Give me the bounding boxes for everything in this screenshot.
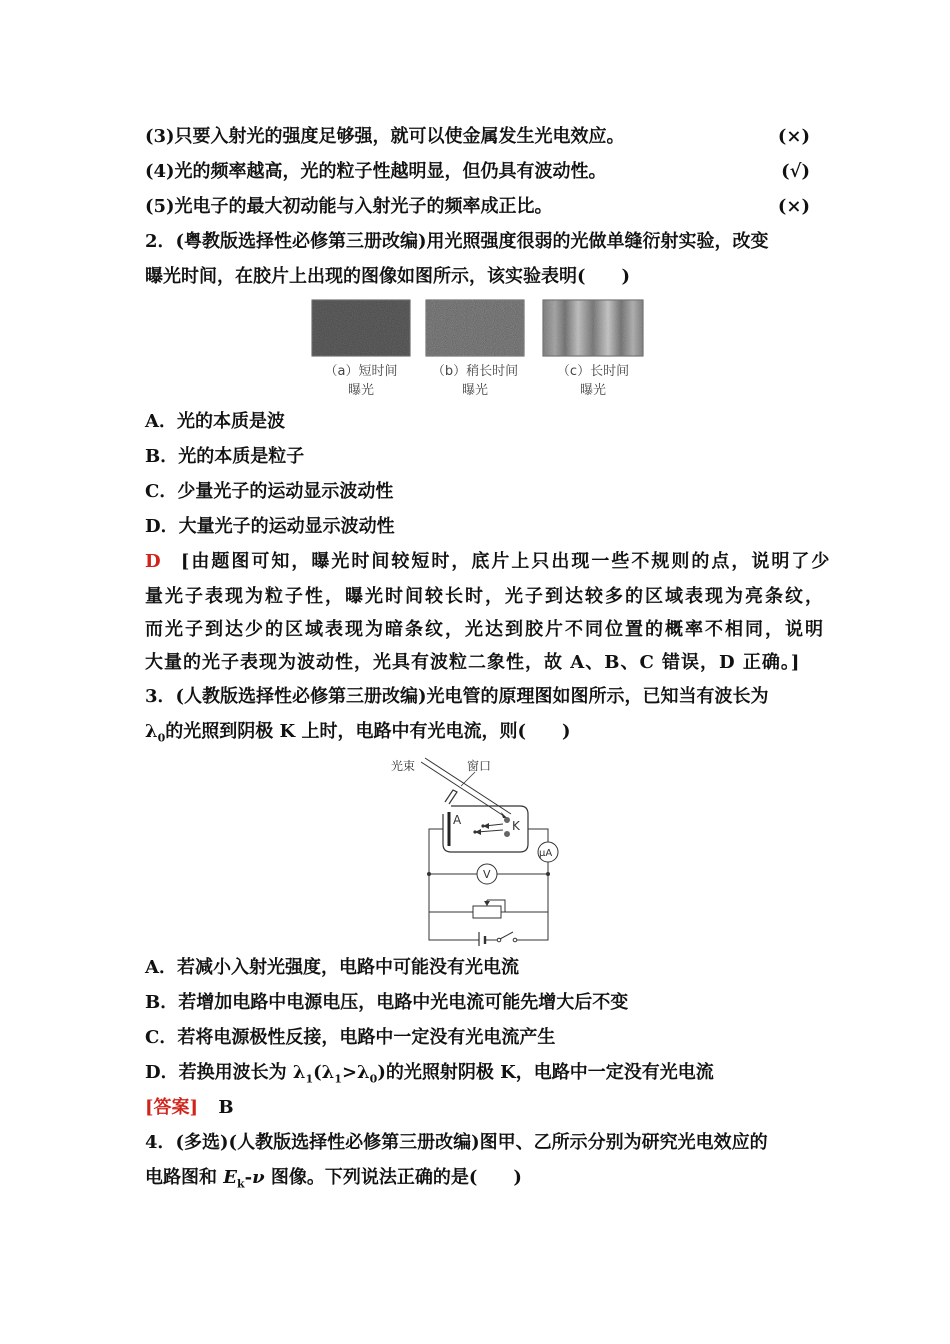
item-4-text: (4)光的频率越高，光的粒子性越明显，但仍具有波动性。	[145, 161, 607, 182]
problem-2-option-b: B．光的本质是粒子	[145, 446, 305, 467]
option-d-suffix: )的光照射阴极 K，电路中一定没有光电流	[377, 1062, 714, 1083]
phototube-circuit-diagram	[385, 750, 575, 946]
label-beam: 光束	[391, 759, 416, 773]
problem-2-stem-line-1: 2．(粤教版选择性必修第三册改编)用光照强度很弱的光做单缝衍射实验，改变	[145, 231, 769, 252]
problem-4-stem-prefix: 电路图和	[145, 1167, 224, 1188]
problem-3-stem-line-1: 3．(人教版选择性必修第三册改编)光电管的原理图如图所示，已知当有波长为	[145, 686, 769, 707]
label-window: 窗口	[467, 759, 492, 773]
problem-2-stem-line-2: 曝光时间，在胶片上出现的图像如图所示，该实验表明( )	[145, 266, 631, 287]
option-d-sub-2: 1	[334, 1072, 342, 1086]
option-d-sub-1: 1	[305, 1072, 314, 1086]
symbol-dash: -	[244, 1167, 253, 1188]
symbol-e: E	[223, 1167, 238, 1188]
problem-3-option-d	[145, 1060, 810, 1093]
circuit-wires	[429, 829, 548, 940]
patch-a	[312, 300, 410, 356]
answer-label: [答案]	[145, 1097, 199, 1118]
label-voltmeter: V	[483, 868, 491, 881]
problem-2-explanation-text-1: [由题图可知，曝光时间较短时，底片上只出现一些不规则的点，说明了少	[180, 551, 832, 572]
problem-3-option-c: C．若将电源极性反接，电路中一定没有光电流产生	[145, 1027, 556, 1048]
light-beam	[421, 758, 511, 818]
exposure-figure	[305, 298, 655, 403]
label-anode: A	[453, 813, 462, 827]
problem-3-stem-line-2	[145, 719, 810, 752]
problem-2-option-a: A．光的本质是波	[145, 411, 285, 432]
answer-value: B	[218, 1097, 234, 1118]
caption-c	[533, 362, 653, 400]
switch-blade	[500, 932, 513, 939]
window-leader	[461, 772, 475, 786]
problem-3-option-a: A．若减小入射光强度，电路中可能没有光电流	[145, 957, 519, 978]
caption-c-line-1: （c）长时间	[556, 364, 630, 379]
item-3	[145, 124, 810, 150]
junction-dot-2	[546, 872, 550, 876]
rheostat	[473, 906, 501, 918]
electron-arrows	[473, 823, 503, 835]
problem-3-answer	[145, 1095, 810, 1121]
caption-a-line-1: （a）短时间	[324, 364, 398, 379]
problem-2-explanation-line-3: 而光子到达少的区域表现为暗条纹，光达到胶片不同位置的概率不相同，说明	[145, 619, 825, 640]
item-4	[145, 159, 810, 185]
problem-4-stem-line-2	[145, 1165, 810, 1198]
cathode-dot-2	[504, 831, 510, 837]
problem-4-stem-suffix: 图像。下列说法正确的是( )	[264, 1167, 522, 1188]
option-d-prefix: D．若换用波长为 λ	[145, 1062, 306, 1083]
switch-contact	[513, 938, 517, 942]
patch-c	[543, 300, 643, 356]
caption-a	[301, 362, 421, 400]
option-d-gt: >λ	[341, 1062, 370, 1083]
label-cathode: K	[512, 819, 520, 833]
symbol-k-subscript: k	[237, 1177, 245, 1191]
rheostat-slider-arrow	[484, 901, 490, 906]
item-4-mark: (√)	[781, 161, 810, 182]
problem-2-explanation-line-4: 大量的光子表现为波动性，光具有波粒二象性，故 A、B、C 错误，D 正确。]	[145, 652, 801, 673]
problem-2-option-c: C．少量光子的运动显示波动性	[145, 481, 394, 502]
problem-2-option-d: D．大量光子的运动显示波动性	[145, 516, 395, 537]
lambda-symbol: λ	[145, 721, 158, 742]
item-3-text: (3)只要入射光的强度足够强，就可以使金属发生光电效应。	[145, 126, 625, 147]
problem-2-explanation-line-1	[145, 549, 832, 575]
item-5-mark: (×)	[777, 196, 810, 217]
caption-a-line-2: 曝光	[347, 383, 374, 398]
exposure-patches	[305, 298, 655, 362]
item-5-text: (5)光电子的最大初动能与入射光子的频率成正比。	[145, 196, 553, 217]
problem-2-explanation-line-2: 量光子表现为粒子性，曝光时间较长时，光子到达较多的区域表现为亮条纹，	[145, 586, 825, 607]
problem-3-stem-line-2-text: 的光照到阴极 K 上时，电路中有光电流，则( )	[165, 721, 571, 742]
caption-b-line-1: （b）稍长时间	[431, 364, 519, 379]
label-microammeter: μA	[539, 848, 553, 859]
cathode-dot-1	[504, 817, 510, 823]
patch-b	[426, 300, 524, 356]
lambda-subscript: 0	[157, 731, 166, 745]
symbol-nu: ν	[252, 1167, 265, 1188]
option-d-paren: (λ	[313, 1062, 335, 1083]
item-5	[145, 194, 810, 220]
junction-dot-1	[427, 872, 431, 876]
option-d-sub-3: 0	[369, 1072, 378, 1086]
caption-c-line-2: 曝光	[579, 383, 606, 398]
problem-4-stem-line-1: 4．(多选)(人教版选择性必修第三册改编)图甲、乙所示分别为研究光电效应的	[145, 1132, 768, 1153]
problem-3-option-b: B．若增加电路中电源电压，电路中光电流可能先增大后不变	[145, 992, 629, 1013]
problem-2-answer-letter: D	[145, 551, 163, 572]
item-3-mark: (×)	[777, 126, 810, 147]
caption-b-line-2: 曝光	[461, 383, 488, 398]
caption-b	[415, 362, 535, 400]
